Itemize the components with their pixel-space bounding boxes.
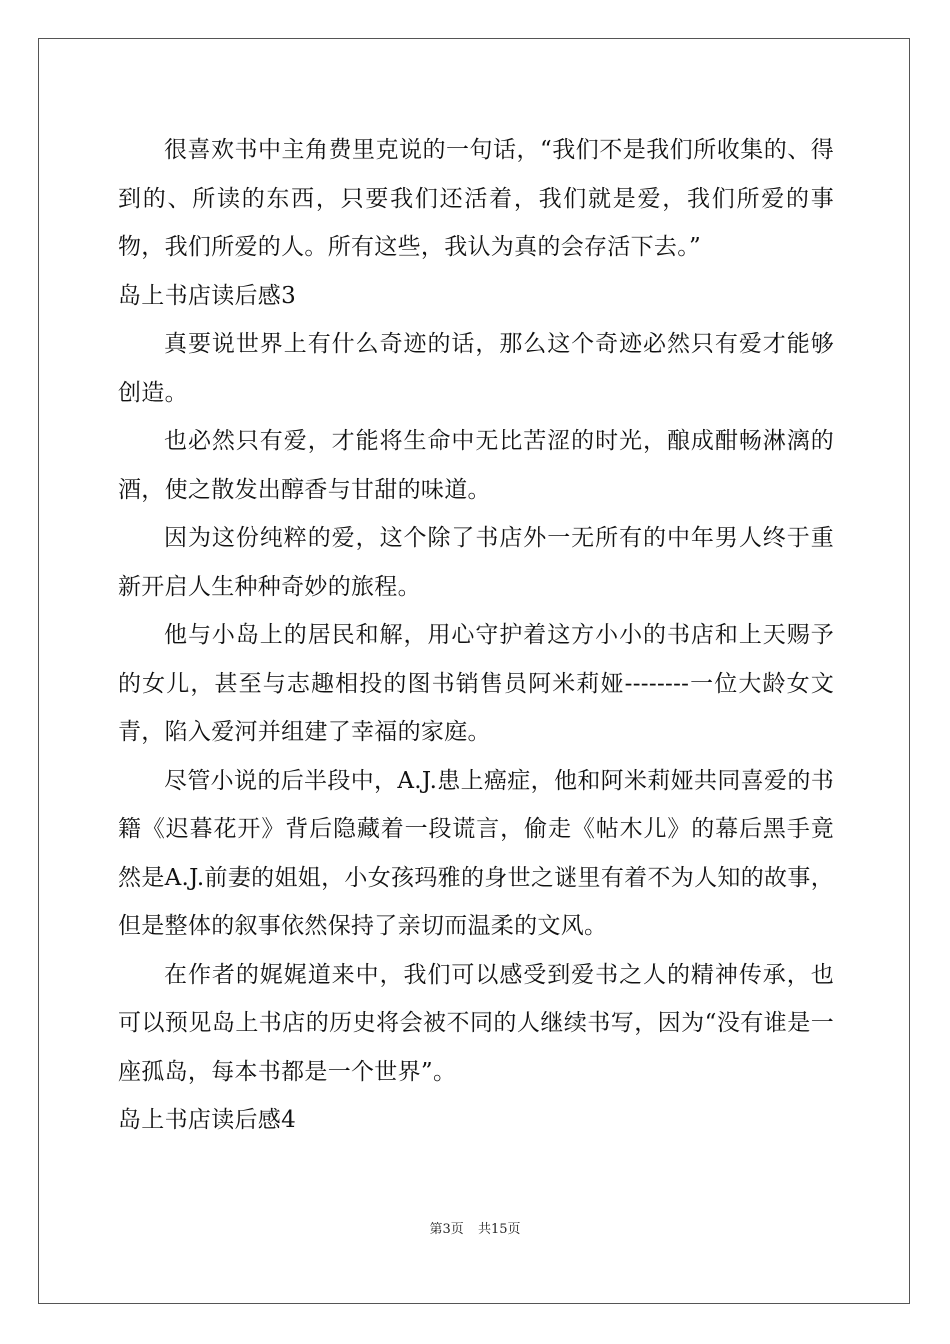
paragraph: 尽管小说的后半段中，A.J.患上癌症，他和阿米莉娅共同喜爱的书籍《迟暮花开》背后隐藏着一段谎言，偷走《帖木儿》的幕后黑手竟然是A.J.前妻的姐姐，小女孩玛雅的身世之谜里有着不为人知的故事，但是整体的叙事依然保持了亲切而温柔的文风。 bbox=[118, 767, 834, 939]
page-total: 共15页 bbox=[477, 1222, 521, 1237]
paragraph: 因为这份纯粹的爱，这个除了书店外一无所有的中年男人终于重新开启人生种种奇妙的旅程。 bbox=[118, 525, 834, 600]
document-body bbox=[118, 126, 834, 1145]
paragraph: 真要说世界上有什么奇迹的话，那么这个奇迹必然只有爱才能够创造。 bbox=[118, 331, 834, 406]
paragraph: 也必然只有爱，才能将生命中无比苦涩的时光，酿成酣畅淋漓的酒，使之散发出醇香与甘甜的味道。 bbox=[118, 428, 834, 503]
page-number: 第3页 bbox=[429, 1222, 464, 1237]
section-heading: 岛上书店读后感4 bbox=[118, 1107, 297, 1133]
paragraph: 在作者的娓娓道来中，我们可以感受到爱书之人的精神传承，也可以预见岛上书店的历史将会被不同的人继续书写，因为“没有谁是一座孤岛，每本书都是一个世界”。 bbox=[118, 961, 834, 1085]
section-heading: 岛上书店读后感3 bbox=[118, 282, 297, 309]
paragraph: 很喜欢书中主角费里克说的一句话，“我们不是我们所收集的、得到的、所读的东西，只要我们还活着，我们就是爱，我们所爱的事物，我们所爱的人。所有这些，我认为真的会存活下去。” bbox=[118, 137, 834, 260]
paragraph: 他与小岛上的居民和解，用心守护着这方小小的书店和上天赐予的女儿，甚至与志趣相投的图书销售员阿米莉娅--------一位大龄女文青，陷入爱河并组建了幸福的家庭。 bbox=[118, 622, 834, 745]
page-footer bbox=[0, 1218, 950, 1237]
